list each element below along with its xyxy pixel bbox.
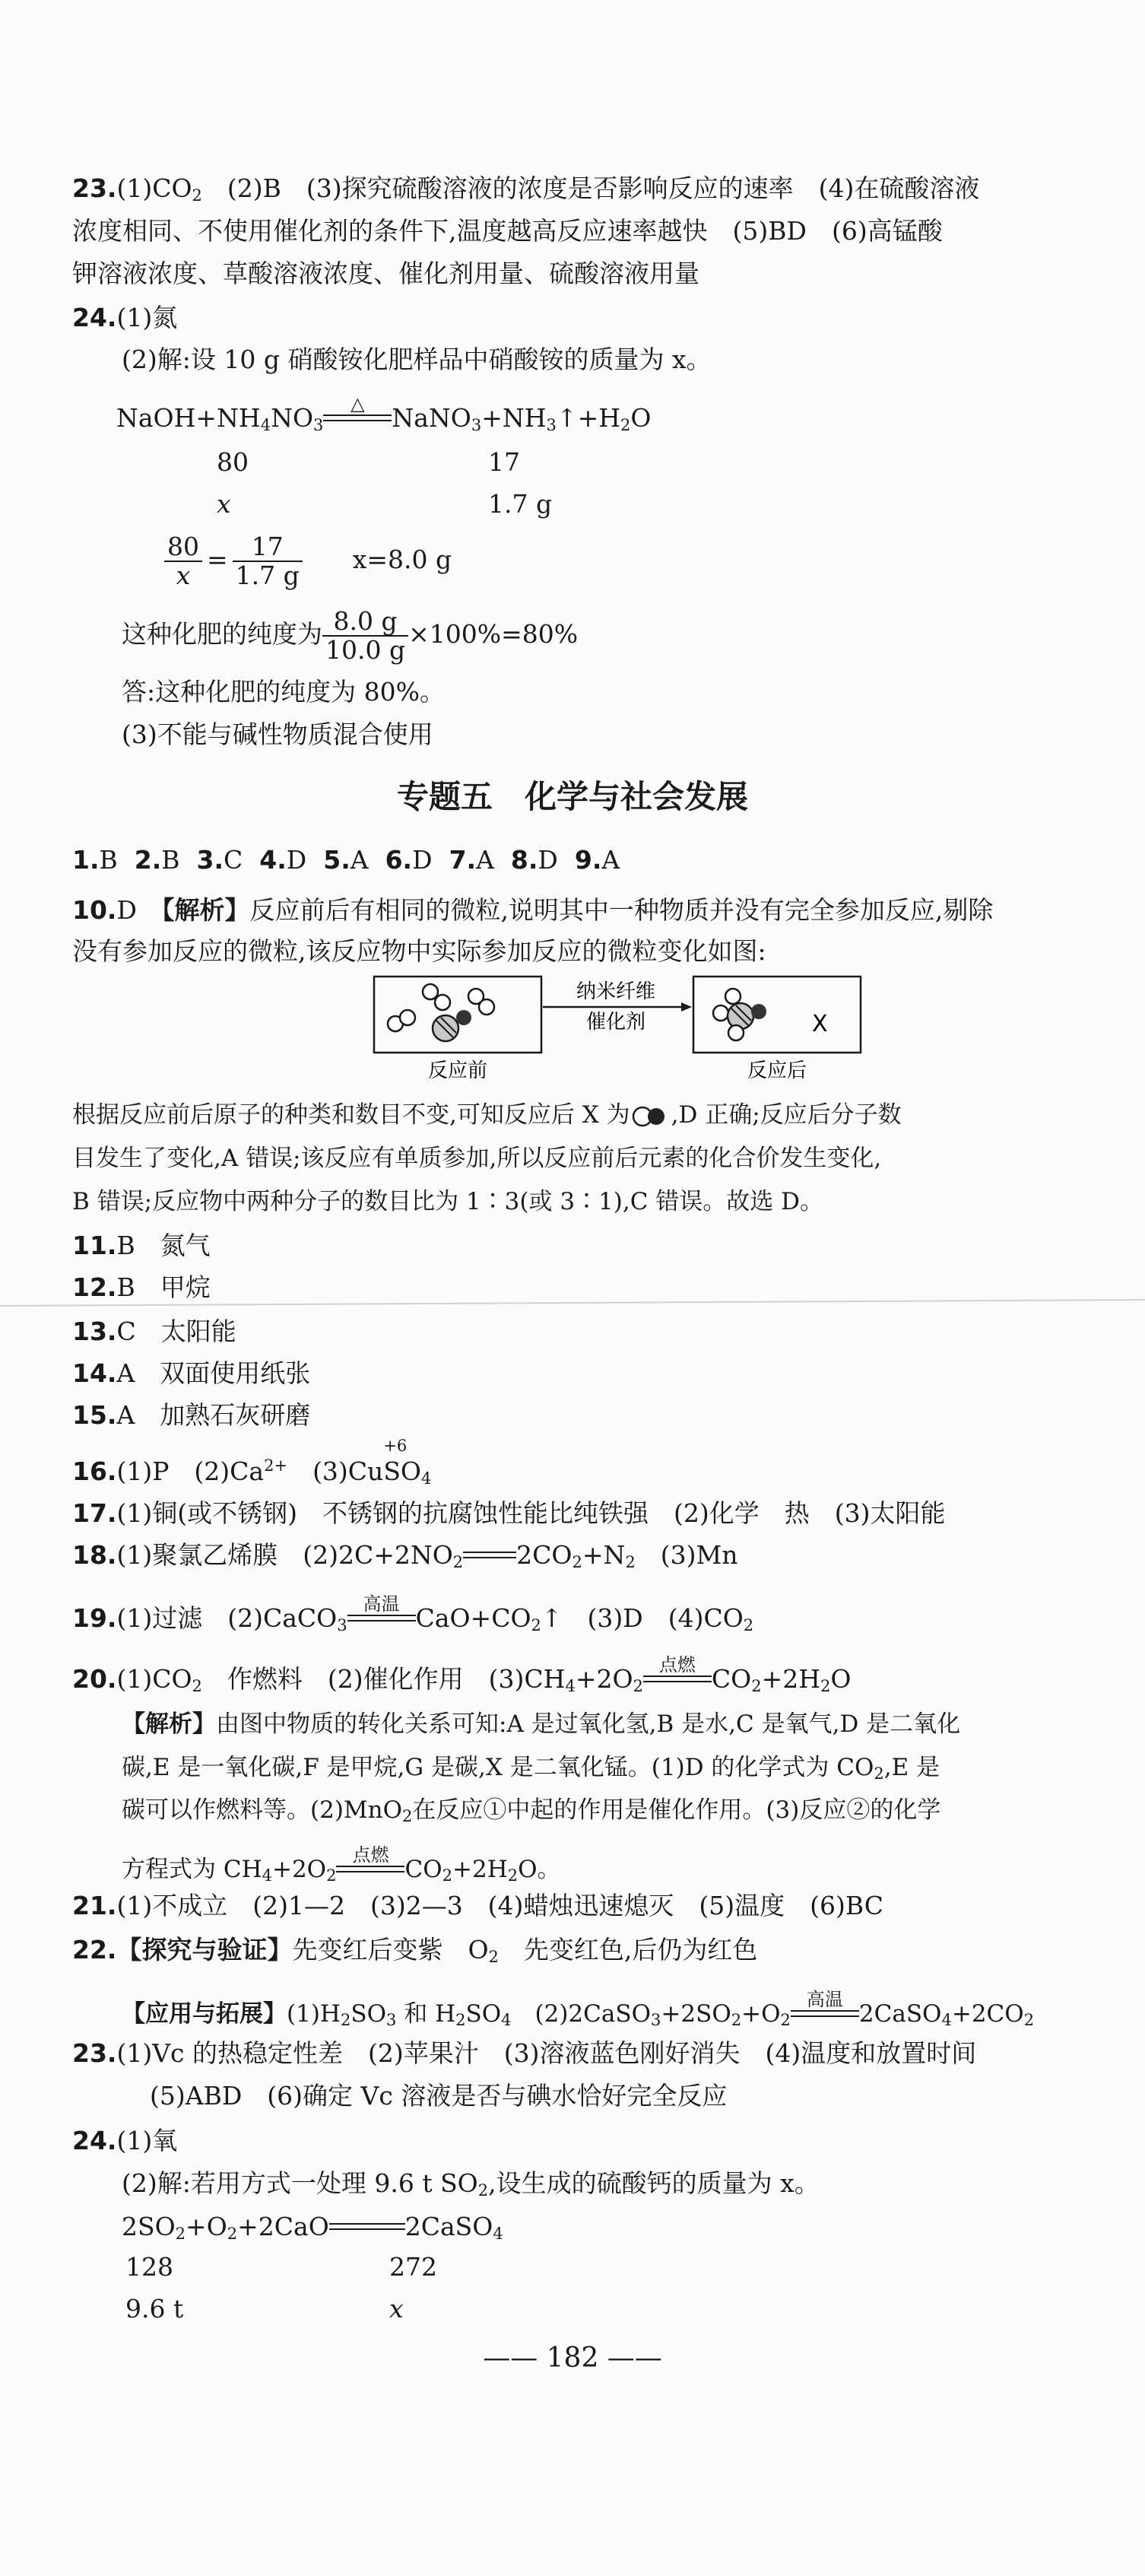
q15: 15.A 加熟石灰研磨 xyxy=(72,1400,311,1430)
after-label: 反应后 xyxy=(747,1059,807,1082)
q21: 21.(1)不成立 (2)1—2 (3)2—3 (4)蜡烛迅速熄灭 (5)温度 (6)BC xyxy=(72,1891,884,1920)
q-answer: C xyxy=(224,845,243,875)
q-answer: D xyxy=(286,845,307,875)
catalyst-label-1: 纳米纤维 xyxy=(576,980,656,1003)
catalyst-label-2: 催化剂 xyxy=(585,1011,646,1034)
arrow-icon xyxy=(681,1002,692,1012)
q23-line-1: $23.(1)CO_2$ (2)B (3)探究硫酸溶液的浓度是否影响反应的速率 (4)在硫酸溶液 xyxy=(72,173,980,205)
fraction: $\frac{8.0 g}{10.0 g}$ xyxy=(322,608,408,664)
q12: 12.B 甲烷 xyxy=(72,1272,211,1302)
q23-line-2: 浓度相同、不使用催化剂的条件下,温度越高反应速率越快 (5)BD (6)高锰酸 xyxy=(72,216,943,246)
molecule-product xyxy=(713,989,766,1040)
q23-line-3: 钾溶液浓度、草酸溶液浓度、催化剂用量、硫酸溶液用量 xyxy=(72,259,699,288)
q13: 13.C 太阳能 xyxy=(72,1317,236,1346)
q24-purity: 这种化肥的纯度为 $\frac{8.0 g}{10.0 g}$ ×100%=80% xyxy=(122,606,579,665)
q20-analysis-1: 【解析】由图中物质的转化关系可知:A 是过氧化氢,B 是水,C 是氧气,D 是二氧化 xyxy=(122,1710,961,1738)
q22-line-2: 【应用与拓展】$(1)H_2SO_3$ 和 $H_2SO_4$ $(2)2CaSO_3+2SO_2+O_2$ 高温 $2CaSO_4+2CO_2$ xyxy=(122,1996,1125,2031)
fraction: $\frac{80}{x}$ xyxy=(164,533,202,589)
q-answer: B xyxy=(161,845,180,875)
q20-line-1: $20.(1)CO_2$ 作燃料 (2)催化作用 $(3)CH_4+2O_2$ 点燃 $CO_2+2H_2O$ xyxy=(72,1654,852,1695)
q24-line-1: 24.(1)氮 xyxy=(72,303,178,332)
q24b-mass-1: 128 xyxy=(125,2252,173,2282)
reaction-condition: △ xyxy=(323,415,392,436)
q24-proportion: $\frac{80}{x}$ = $\frac{17}{1.7 g}$ x=8.0 g xyxy=(160,531,1145,589)
q-number: 3. xyxy=(196,845,224,875)
q-answer: B xyxy=(99,845,118,875)
q24-mass-1: 80 xyxy=(217,447,249,477)
molecule-o2 xyxy=(468,989,494,1015)
q10-line-2: 没有参加反应的微粒,该反应物中实际参加反应的微粒变化如图: xyxy=(72,936,766,966)
q-number: 1. xyxy=(72,845,100,875)
q24-equation: $NaOH+NH_4NO_3$ △ $NaNO_3+NH_3↑+H_2O$ xyxy=(116,393,652,434)
q11: 11.B 氮气 xyxy=(72,1231,211,1260)
molecule-o2 xyxy=(388,1010,415,1031)
q22-line-1: 22.【探究与验证】先变红后变紫 $O_2$ 先变红色,后仍为红色 xyxy=(72,1935,758,1966)
q-number: 4. xyxy=(259,845,287,875)
molecule-hydrocarbon xyxy=(433,1010,471,1041)
q-number: 9. xyxy=(574,845,602,875)
q-number: 8. xyxy=(510,845,538,875)
q24-line-2: (2)解:设 10 g 硝酸铵化肥样品中硝酸铵的质量为 x。 xyxy=(122,345,712,374)
q18: 18.(1)聚氯乙烯膜 $(2)2C+2NO_2$ $2CO_2+N_2$ (3)Mn xyxy=(72,1540,738,1571)
q24b-equation: $2SO_2+O_2+2CaO$ 2CaSO$_4$ xyxy=(122,2212,503,2243)
q24b-x-2: x xyxy=(389,2294,404,2323)
q14: 14.A 双面使用纸张 xyxy=(72,1358,311,1388)
reaction-condition: 高温 xyxy=(347,1615,416,1636)
fraction: $\frac{17}{1.7 g}$ xyxy=(233,533,303,589)
q-number: 5. xyxy=(323,845,350,875)
reaction-condition: 高温 xyxy=(791,2010,859,2031)
q10-line-1: 10.D 【解析】反应前后有相同的微粒,说明其中一种物质并没有完全参加反应,剔除 xyxy=(72,895,994,925)
q24b-line-1: 24.(1)氧 xyxy=(72,2126,178,2155)
q20-analysis-3: 碳可以作燃料等。(2)MnO$_2$在反应①中起的作用是催化作用。(3)反应②的化学 xyxy=(122,1796,941,1825)
page-number: —— 182 —— xyxy=(483,2343,662,2374)
q20-analysis-4: 方程式为 $CH_4+2O_2$ 点燃 $CO_2+2H_2O$。 xyxy=(122,1852,1125,1887)
q20-analysis-2: 碳,E 是一氧化碳,F 是甲烷,G 是碳,X 是二氧化锰。(1)D 的化学式为 $CO_2,E$ 是 xyxy=(122,1754,940,1783)
q-answer: A xyxy=(350,845,369,875)
q24b-x-1: 9.6 t xyxy=(125,2294,184,2323)
q-number: 7. xyxy=(449,845,477,875)
q24-mass-2: 17 xyxy=(488,447,520,477)
q10-line-5: B 错误;反应物中两种分子的数目比为 1∶3(或 3∶1),C 错误。故选 D。 xyxy=(72,1188,824,1215)
q1-9-answers xyxy=(72,843,1076,878)
reaction-condition: 点燃 xyxy=(643,1676,712,1697)
before-label: 反应前 xyxy=(427,1059,488,1082)
q-answer: D xyxy=(412,845,433,875)
q10-line-4: 目发生了变化,A 错误;该反应有单质参加,所以反应前后元素的化合价发生变化, xyxy=(72,1145,882,1172)
q19: 19.(1)过滤 (2)CaCO$_3$ 高温 $CaO+CO_2↑$ (3)D $(4)CO_2$ xyxy=(72,1593,754,1634)
section-title: 专题五 化学与社会发展 xyxy=(396,778,748,815)
q-answer: A xyxy=(601,845,620,875)
q24b-mass-2: 272 xyxy=(389,2252,437,2282)
q-answer: A xyxy=(476,845,494,875)
q-answer: D xyxy=(538,845,558,875)
product-x-label: X xyxy=(812,1011,828,1037)
q16: 16.(1)P $(2)Ca^{2+}$ (3)Cu +6 $SO_4$ xyxy=(72,1437,432,1488)
q24-x-2: 1.7 g xyxy=(488,489,553,519)
co-molecule-icon xyxy=(630,1104,671,1129)
q24-x-1: x xyxy=(217,489,231,519)
q17: 17.(1)铜(或不锈钢) 不锈钢的抗腐蚀性能比纯铁强 (2)化学 热 (3)太阳能 xyxy=(72,1498,946,1528)
q10-line-3: 根据反应前后原子的种类和数目不变,可知反应后 X 为 ,D 正确;反应后分子数 xyxy=(72,1101,902,1129)
molecule-o2 xyxy=(423,984,450,1010)
q24-answer: 答:这种化肥的纯度为 80%。 xyxy=(122,677,445,707)
q-number: 2. xyxy=(134,845,162,875)
q24b-line-2: (2)解:若用方式一处理 9.6 t $SO_2$,设生成的硫酸钙的质量为 x。 xyxy=(122,2168,820,2200)
q23b-line-2: (5)ABD (6)确定 Vc 溶液是否与碘水恰好完全反应 xyxy=(150,2081,728,2111)
q24-line-3: (3)不能与碱性物质混合使用 xyxy=(122,719,433,749)
reaction-diagram xyxy=(373,975,874,1082)
q-number: 6. xyxy=(385,845,413,875)
reaction-condition: 点燃 xyxy=(336,1866,404,1887)
q23b-line-1: 23.(1)Vc 的热稳定性差 (2)苹果汁 (3)溶液蓝色刚好消失 (4)温度和放置时间 xyxy=(72,2038,977,2068)
